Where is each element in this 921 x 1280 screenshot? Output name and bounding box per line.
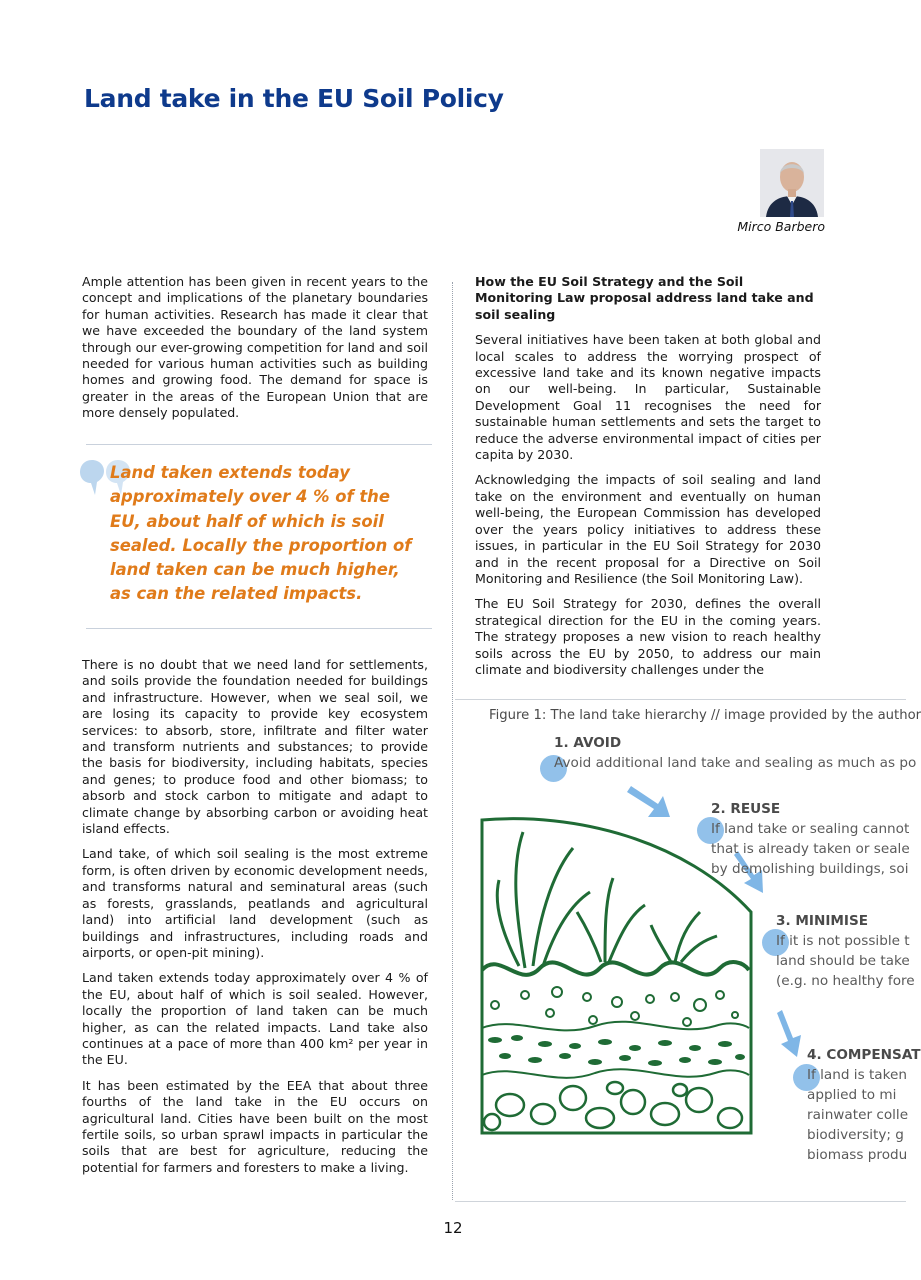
intro-paragraph: Ample attention has been given in recent years to the concept and implications of the planetary boundaries for human activities. Research has made it clear that we have exceeded the boundary of the land system through our ever-growing competition for land and soil needed for various human activities such as building homes and growing food. The demand for space is greater in the areas of the European Union that are more densely populated. — [82, 274, 428, 421]
paragraph: The EU Soil Strategy for 2030, defines the overall strategical direction for the EU in the coming years. The strategy proposes a new vision to reach healthy soils across the EU by 2050, to address our main climate and biodiversity challenges under the — [475, 596, 821, 677]
column-divider — [452, 282, 453, 1200]
paragraph: Acknowledging the impacts of soil sealing and land take on the environment and eventually on human well-being, the European Commission has developed over the years policy initiatives to address these issues, in particular in the EU Soil Strategy for 2030 and in the recent proposal for a Directive on Soil Monitoring and Resilience (the Soil Monitoring Law). — [475, 472, 821, 586]
page-number: 12 — [443, 1219, 463, 1237]
left-column-body — [82, 657, 428, 1185]
author-name: Mirco Barbero — [737, 219, 825, 234]
pull-quote: Land taken extends today approximately over 4 % of the EU, about half of which is soil sealed. Locally the proportion of land taken can be much higher, as can the related impacts. — [110, 463, 412, 604]
quote-rule-bottom — [86, 628, 432, 629]
figure-land-take-hierarchy — [455, 699, 921, 1202]
paragraph: Land taken extends today approximately over 4 % of the EU, about half of which is soil sealed. However, locally the proportion of land taken can be much higher, as can the related impacts. Land take also continues at a pace of more than 400 km² per year in the EU. — [82, 970, 428, 1068]
step-compensate: 4. COMPENSAT If land is taken applied to mi rainwater colle biodiversity; g biomass produ — [807, 1047, 921, 1163]
step-avoid: 1. AVOID Avoid additional land take and sealing as much as po — [554, 735, 917, 771]
page-title: Land take in the EU Soil Policy — [84, 84, 504, 113]
paragraph: Several initiatives have been taken at both global and local scales to address the worrying prospect of excessive land take and its known negative impacts on our well-being. In particular, Sustainable Development Goal 11 recognises the need for sustainable human settlements and sets the target to reduce the adverse environmental impact of cities per capita by 2030. — [475, 332, 821, 463]
right-column-body — [475, 274, 821, 687]
paragraph: It has been estimated by the EEA that about three fourths of the land take in the EU occurs on agricultural land. Cities have been built on the most fertile soils, so urban sprawl impacts in particular the soils that are best for agriculture, reducing the potential for farmers and foresters to make a living. — [82, 1077, 428, 1175]
author-portrait — [760, 149, 824, 217]
paragraph: Land take, of which soil sealing is the most extreme form, is often driven by economic development needs, and transforms natural and seminatural areas (such as forests, grasslands, peatlands and agricultural land) into artificial land development (such as buildings and infrastructures, including roads and airports, or open-pit mining). — [82, 846, 428, 960]
paragraph: There is no doubt that we need land for settlements, and soils provide the foundation needed for buildings and infrastructure. However, when we seal soil, we are losing its capacity to provide key ecosystem services: to absorb, store, infiltrate and filter water and transform nutrients and substances; to provide the basis for biodiversity, including habitats, species and genes; to produce food and other biomass; to absorb and stock carbon to mitigate and adapt to climate change by absorbing carbon or avoiding heat island effects. — [82, 657, 428, 837]
figure-caption: Figure 1: The land take hierarchy // image provided by the author — [489, 708, 921, 723]
step-reuse: 2. REUSE If land take or sealing cannot that is already taken or seale by demolishing buildings, soi — [711, 801, 910, 877]
section-heading: How the EU Soil Strategy and the Soil Monitoring Law proposal address land take and soil sealing — [475, 274, 814, 322]
quote-rule-top — [86, 444, 432, 445]
step-minimise: 3. MINIMISE If it is not possible t land should be take (e.g. no healthy fore — [776, 913, 915, 989]
